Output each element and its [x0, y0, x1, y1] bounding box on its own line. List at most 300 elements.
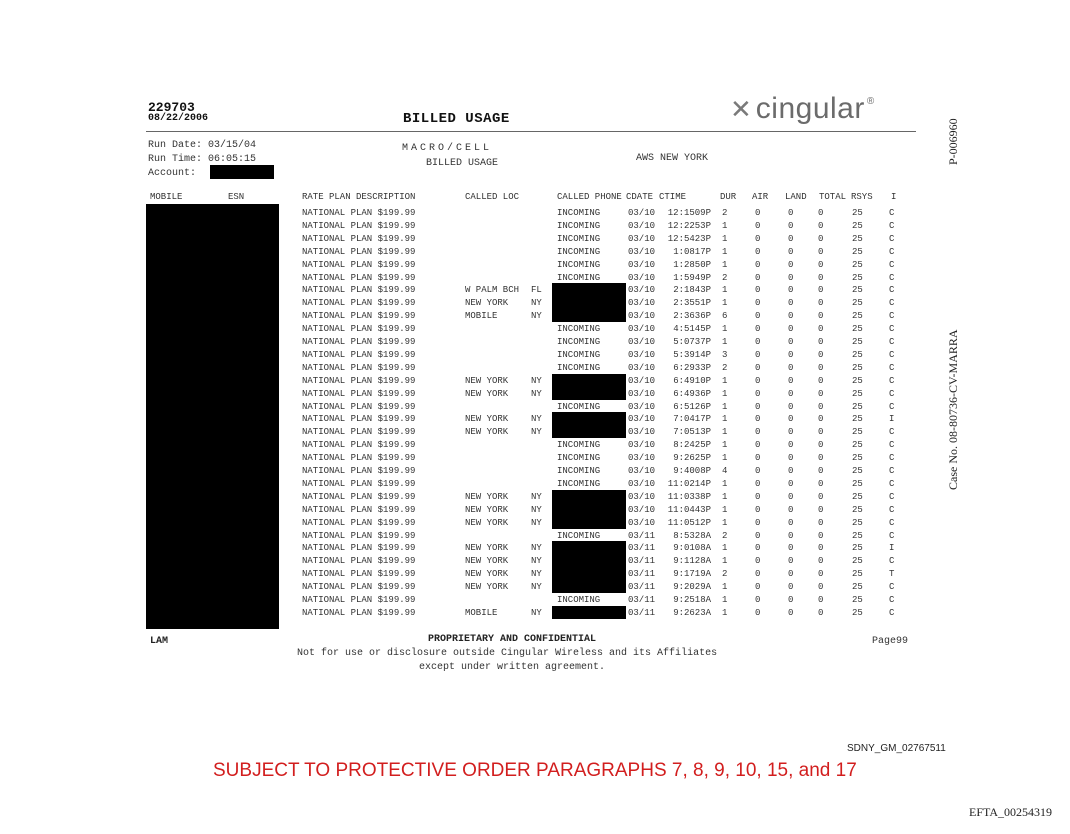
cell-called-phone: INCOMING — [557, 220, 601, 231]
cell-total: 0 — [818, 440, 824, 451]
cell-total: 0 — [818, 595, 824, 605]
cell-called-state: FL — [531, 285, 542, 296]
cell-ctime: 9:2518A — [673, 595, 711, 605]
cell-called-loc: NEW YORK — [465, 517, 509, 528]
cell-rate-plan: NATIONAL PLAN $199.99 — [302, 349, 416, 360]
cell-land: 0 — [788, 440, 794, 451]
cell-land: 0 — [788, 349, 794, 360]
cell-dur: 2 — [722, 362, 728, 373]
cell-cdate: 03/11 — [628, 543, 656, 554]
cell-rsys: 25 — [852, 607, 863, 618]
cell-total: 0 — [818, 582, 824, 593]
cell-ctime: 6:2933P — [673, 362, 711, 373]
cell-dur: 1 — [722, 543, 728, 554]
cell-total: 0 — [818, 478, 824, 489]
cell-cdate: 03/11 — [628, 569, 656, 580]
cell-i: C — [889, 453, 895, 464]
cell-rate-plan: NATIONAL PLAN $199.99 — [302, 453, 416, 464]
cell-land: 0 — [788, 324, 794, 335]
cell-rsys: 25 — [852, 427, 863, 438]
cell-land: 0 — [788, 466, 794, 476]
cell-rate-plan: NATIONAL PLAN $199.99 — [302, 607, 416, 618]
cell-called-state: NY — [531, 375, 542, 386]
cell-air: 0 — [755, 595, 761, 605]
cell-rate-plan: NATIONAL PLAN $199.99 — [302, 543, 416, 554]
cell-rsys: 25 — [852, 324, 863, 335]
col-header-rsys: RSYS — [851, 192, 873, 202]
called-phone-redaction — [552, 541, 626, 554]
cell-dur: 2 — [722, 208, 728, 218]
cell-air: 0 — [755, 607, 761, 618]
cell-land: 0 — [788, 246, 794, 257]
logo-wordmark: cingular — [755, 92, 865, 125]
cell-cdate: 03/11 — [628, 582, 656, 593]
account-label: Account: — [148, 168, 197, 179]
cell-ctime: 9:2029A — [673, 582, 711, 593]
cell-rate-plan: NATIONAL PLAN $199.99 — [302, 272, 416, 283]
cell-ctime: 1:0817P — [673, 246, 711, 257]
cell-cdate: 03/11 — [628, 556, 656, 567]
cell-called-state: NY — [531, 517, 542, 528]
cell-cdate: 03/10 — [628, 362, 656, 373]
cell-dur: 1 — [722, 233, 728, 244]
cell-ctime: 9:1719A — [673, 569, 711, 580]
cell-rate-plan: NATIONAL PLAN $199.99 — [302, 569, 416, 580]
trademark-icon: ® — [866, 96, 875, 107]
document-date: 08/22/2006 — [148, 113, 209, 124]
cell-i: C — [889, 504, 895, 515]
cell-total: 0 — [818, 285, 824, 296]
cell-rate-plan: NATIONAL PLAN $199.99 — [302, 491, 416, 502]
cell-rate-plan: NATIONAL PLAN $199.99 — [302, 324, 416, 335]
cell-land: 0 — [788, 427, 794, 438]
program-subtitle: BILLED USAGE — [426, 158, 499, 169]
cell-total: 0 — [818, 556, 824, 567]
cell-called-loc: NEW YORK — [465, 582, 509, 593]
cell-total: 0 — [818, 311, 824, 322]
cell-rate-plan: NATIONAL PLAN $199.99 — [302, 337, 416, 347]
cell-cdate: 03/10 — [628, 466, 656, 476]
cell-land: 0 — [788, 362, 794, 373]
cell-i: I — [889, 543, 895, 554]
called-phone-redaction — [552, 606, 626, 619]
page-title: BILLED USAGE — [403, 111, 510, 127]
cell-called-loc: MOBILE — [465, 311, 498, 322]
cell-land: 0 — [788, 285, 794, 296]
called-phone-redaction — [552, 490, 626, 503]
cell-rate-plan: NATIONAL PLAN $199.99 — [302, 517, 416, 528]
cell-rate-plan: NATIONAL PLAN $199.99 — [302, 414, 416, 425]
cell-total: 0 — [818, 466, 824, 476]
cell-air: 0 — [755, 285, 761, 296]
col-header-total: TOTAL — [819, 192, 847, 202]
cell-ctime: 8:2425P — [673, 440, 711, 451]
cell-land: 0 — [788, 491, 794, 502]
cell-ctime: 1:2850P — [673, 259, 711, 270]
cell-called-state: NY — [531, 543, 542, 554]
cell-land: 0 — [788, 311, 794, 322]
cell-ctime: 5:0737P — [673, 337, 711, 347]
cell-air: 0 — [755, 504, 761, 515]
cell-total: 0 — [818, 324, 824, 335]
cell-i: C — [889, 491, 895, 502]
cell-called-phone: INCOMING — [557, 362, 601, 373]
cell-i: C — [889, 208, 895, 218]
called-phone-redaction — [552, 387, 626, 400]
cell-called-loc: NEW YORK — [465, 298, 509, 309]
disclosure-notice-cont: except under written agreement. — [419, 662, 606, 673]
cell-land: 0 — [788, 272, 794, 283]
cell-ctime: 9:2625P — [673, 453, 711, 464]
protective-order-notice: SUBJECT TO PROTECTIVE ORDER PARAGRAPHS 7, 8, 9, 10, 15, and 17 — [213, 760, 857, 781]
cell-rsys: 25 — [852, 285, 863, 296]
cell-cdate: 03/10 — [628, 324, 656, 335]
cell-dur: 1 — [722, 388, 728, 399]
cell-cdate: 03/10 — [628, 298, 656, 309]
cell-dur: 1 — [722, 595, 728, 605]
cell-ctime: 7:0513P — [673, 427, 711, 438]
cell-called-phone: INCOMING — [557, 349, 601, 360]
cell-land: 0 — [788, 375, 794, 386]
cell-air: 0 — [755, 259, 761, 270]
region-name: AWS NEW YORK — [636, 153, 709, 164]
cell-rsys: 25 — [852, 491, 863, 502]
cell-land: 0 — [788, 517, 794, 528]
cell-dur: 1 — [722, 259, 728, 270]
cell-rate-plan: NATIONAL PLAN $199.99 — [302, 388, 416, 399]
cell-called-loc: NEW YORK — [465, 543, 509, 554]
cell-i: C — [889, 440, 895, 451]
cell-i: C — [889, 478, 895, 489]
cell-cdate: 03/10 — [628, 208, 656, 218]
cell-land: 0 — [788, 401, 794, 412]
run-date: Run Date: 03/15/04 — [148, 140, 257, 151]
cell-dur: 6 — [722, 311, 728, 322]
cell-rate-plan: NATIONAL PLAN $199.99 — [302, 220, 416, 231]
cell-ctime: 6:4910P — [673, 375, 711, 386]
cell-rsys: 25 — [852, 414, 863, 425]
cell-i: C — [889, 298, 895, 309]
cell-called-state: NY — [531, 556, 542, 567]
cell-air: 0 — [755, 362, 761, 373]
cell-called-phone: INCOMING — [557, 401, 601, 412]
cell-called-loc: NEW YORK — [465, 414, 509, 425]
cell-called-state: NY — [531, 504, 542, 515]
cell-air: 0 — [755, 311, 761, 322]
cell-dur: 2 — [722, 530, 728, 541]
cell-ctime: 2:1843P — [673, 285, 711, 296]
cell-air: 0 — [755, 298, 761, 309]
cell-ctime: 4:5145P — [673, 324, 711, 335]
cell-rate-plan: NATIONAL PLAN $199.99 — [302, 556, 416, 567]
cell-rsys: 25 — [852, 208, 863, 218]
cell-rsys: 25 — [852, 453, 863, 464]
cell-called-phone: INCOMING — [557, 272, 601, 283]
called-phone-redaction — [552, 296, 626, 309]
cell-called-loc: NEW YORK — [465, 504, 509, 515]
cell-rate-plan: NATIONAL PLAN $199.99 — [302, 504, 416, 515]
cell-land: 0 — [788, 220, 794, 231]
confidentiality-heading: PROPRIETARY AND CONFIDENTIAL — [428, 634, 597, 645]
cell-air: 0 — [755, 569, 761, 580]
cell-dur: 1 — [722, 491, 728, 502]
cell-air: 0 — [755, 556, 761, 567]
cell-rsys: 25 — [852, 362, 863, 373]
cell-called-state: NY — [531, 311, 542, 322]
cell-total: 0 — [818, 530, 824, 541]
cell-i: C — [889, 259, 895, 270]
cell-called-phone: INCOMING — [557, 466, 601, 476]
cell-dur: 1 — [722, 298, 728, 309]
cell-rate-plan: NATIONAL PLAN $199.99 — [302, 285, 416, 296]
col-header-esn: ESN — [228, 192, 245, 202]
cell-rate-plan: NATIONAL PLAN $199.99 — [302, 595, 416, 605]
cell-ctime: 6:4936P — [673, 388, 711, 399]
cell-dur: 1 — [722, 220, 728, 231]
cell-rsys: 25 — [852, 478, 863, 489]
cell-called-state: NY — [531, 388, 542, 399]
cell-i: C — [889, 556, 895, 567]
cell-cdate: 03/10 — [628, 337, 656, 347]
cell-called-phone: INCOMING — [557, 208, 601, 218]
cell-air: 0 — [755, 453, 761, 464]
cell-dur: 1 — [722, 414, 728, 425]
cell-land: 0 — [788, 582, 794, 593]
cell-called-phone: INCOMING — [557, 595, 601, 605]
cell-i: C — [889, 337, 895, 347]
cell-cdate: 03/10 — [628, 311, 656, 322]
cell-cdate: 03/11 — [628, 530, 656, 541]
cell-rsys: 25 — [852, 504, 863, 515]
cell-called-phone: INCOMING — [557, 324, 601, 335]
called-phone-redaction — [552, 309, 626, 322]
cell-total: 0 — [818, 362, 824, 373]
cell-called-state: NY — [531, 569, 542, 580]
cell-land: 0 — [788, 569, 794, 580]
cell-air: 0 — [755, 208, 761, 218]
called-phone-redaction — [552, 554, 626, 567]
cell-land: 0 — [788, 530, 794, 541]
cell-rate-plan: NATIONAL PLAN $199.99 — [302, 375, 416, 386]
cell-cdate: 03/10 — [628, 414, 656, 425]
cell-total: 0 — [818, 375, 824, 386]
called-phone-redaction — [552, 412, 626, 425]
cell-total: 0 — [818, 569, 824, 580]
cell-rsys: 25 — [852, 375, 863, 386]
cell-dur: 1 — [722, 375, 728, 386]
cell-called-phone: INCOMING — [557, 259, 601, 270]
cell-total: 0 — [818, 543, 824, 554]
cell-air: 0 — [755, 233, 761, 244]
cell-rsys: 25 — [852, 556, 863, 567]
cell-i: C — [889, 246, 895, 257]
cell-i: C — [889, 388, 895, 399]
cell-called-phone: INCOMING — [557, 530, 601, 541]
cell-land: 0 — [788, 607, 794, 618]
cell-called-loc: MOBILE — [465, 607, 498, 618]
cell-called-state: NY — [531, 607, 542, 618]
cell-ctime: 11:0214P — [667, 478, 711, 489]
cell-dur: 1 — [722, 337, 728, 347]
cell-air: 0 — [755, 466, 761, 476]
cell-air: 0 — [755, 375, 761, 386]
cell-cdate: 03/10 — [628, 388, 656, 399]
cell-dur: 1 — [722, 607, 728, 618]
cell-called-loc: NEW YORK — [465, 569, 509, 580]
cell-cdate: 03/10 — [628, 478, 656, 489]
called-phone-redaction — [552, 374, 626, 387]
page-number: Page99 — [872, 636, 909, 647]
cell-total: 0 — [818, 517, 824, 528]
cell-rate-plan: NATIONAL PLAN $199.99 — [302, 427, 416, 438]
col-header-cdate: CDATE — [626, 192, 654, 202]
cell-cdate: 03/10 — [628, 375, 656, 386]
col-header-called-loc: CALLED LOC — [465, 192, 520, 202]
cell-dur: 4 — [722, 466, 728, 476]
cell-land: 0 — [788, 543, 794, 554]
cell-rate-plan: NATIONAL PLAN $199.99 — [302, 478, 416, 489]
called-phone-redaction — [552, 516, 626, 529]
cell-rsys: 25 — [852, 543, 863, 554]
col-header-rate-plan: RATE PLAN DESCRIPTION — [302, 192, 416, 202]
cell-ctime: 12:2253P — [667, 220, 711, 231]
cell-rate-plan: NATIONAL PLAN $199.99 — [302, 298, 416, 309]
cell-ctime: 1:5949P — [673, 272, 711, 283]
cell-called-loc: NEW YORK — [465, 491, 509, 502]
cell-rsys: 25 — [852, 388, 863, 399]
cell-total: 0 — [818, 259, 824, 270]
cell-called-loc: NEW YORK — [465, 427, 509, 438]
footer-code: LAM — [150, 636, 169, 647]
cell-land: 0 — [788, 504, 794, 515]
document-id: 229703 — [148, 100, 195, 115]
cell-cdate: 03/10 — [628, 453, 656, 464]
col-header-called-phone: CALLED PHONE — [557, 192, 622, 202]
cell-called-phone: INCOMING — [557, 478, 601, 489]
cell-dur: 1 — [722, 504, 728, 515]
cell-cdate: 03/10 — [628, 259, 656, 270]
cell-ctime: 12:1509P — [667, 208, 711, 218]
cell-rsys: 25 — [852, 530, 863, 541]
cell-dur: 2 — [722, 272, 728, 283]
cell-called-loc: NEW YORK — [465, 556, 509, 567]
cell-i: C — [889, 517, 895, 528]
cell-i: T — [889, 569, 895, 580]
cell-air: 0 — [755, 440, 761, 451]
cell-ctime: 9:1128A — [673, 556, 711, 567]
header-divider — [146, 131, 916, 132]
cell-rsys: 25 — [852, 337, 863, 347]
cell-cdate: 03/10 — [628, 220, 656, 231]
cell-total: 0 — [818, 337, 824, 347]
cell-ctime: 5:3914P — [673, 349, 711, 360]
cell-rsys: 25 — [852, 517, 863, 528]
cell-rsys: 25 — [852, 440, 863, 451]
cell-rsys: 25 — [852, 401, 863, 412]
cell-air: 0 — [755, 388, 761, 399]
cell-rsys: 25 — [852, 349, 863, 360]
cell-called-loc: NEW YORK — [465, 375, 509, 386]
cell-air: 0 — [755, 530, 761, 541]
cell-land: 0 — [788, 414, 794, 425]
cell-land: 0 — [788, 298, 794, 309]
cell-total: 0 — [818, 504, 824, 515]
cell-air: 0 — [755, 414, 761, 425]
cell-cdate: 03/10 — [628, 517, 656, 528]
cell-cdate: 03/10 — [628, 504, 656, 515]
mobile-esn-redaction — [146, 204, 279, 629]
cell-dur: 1 — [722, 427, 728, 438]
cell-total: 0 — [818, 414, 824, 425]
cell-air: 0 — [755, 337, 761, 347]
cell-cdate: 03/10 — [628, 440, 656, 451]
cell-cdate: 03/10 — [628, 246, 656, 257]
cell-rate-plan: NATIONAL PLAN $199.99 — [302, 311, 416, 322]
called-phone-redaction — [552, 283, 626, 296]
cell-rsys: 25 — [852, 466, 863, 476]
cell-air: 0 — [755, 272, 761, 283]
cell-i: C — [889, 349, 895, 360]
cell-cdate: 03/10 — [628, 427, 656, 438]
cell-rate-plan: NATIONAL PLAN $199.99 — [302, 401, 416, 412]
cell-rsys: 25 — [852, 246, 863, 257]
cell-dur: 1 — [722, 401, 728, 412]
cell-called-phone: INCOMING — [557, 337, 601, 347]
program-name: MACRO/CELL — [402, 143, 493, 154]
run-time: Run Time: 06:05:15 — [148, 154, 257, 165]
cell-ctime: 8:5328A — [673, 530, 711, 541]
cell-rsys: 25 — [852, 595, 863, 605]
cell-land: 0 — [788, 595, 794, 605]
cell-dur: 1 — [722, 453, 728, 464]
efta-bates: EFTA_00254319 — [969, 805, 1053, 819]
cell-cdate: 03/10 — [628, 401, 656, 412]
cell-rate-plan: NATIONAL PLAN $199.99 — [302, 530, 416, 541]
cell-called-state: NY — [531, 414, 542, 425]
cell-total: 0 — [818, 491, 824, 502]
cell-rsys: 25 — [852, 233, 863, 244]
cell-rate-plan: NATIONAL PLAN $199.99 — [302, 582, 416, 593]
account-redaction — [210, 165, 274, 179]
cell-air: 0 — [755, 220, 761, 231]
cell-rsys: 25 — [852, 569, 863, 580]
cell-rsys: 25 — [852, 220, 863, 231]
case-number: Case No. 08-80736-CV-MARRA — [946, 329, 960, 490]
bates-page-number: P-006960 — [946, 118, 960, 165]
cell-i: C — [889, 311, 895, 322]
cell-cdate: 03/10 — [628, 233, 656, 244]
cell-called-state: NY — [531, 582, 542, 593]
cell-ctime: 9:0108A — [673, 543, 711, 554]
cell-total: 0 — [818, 233, 824, 244]
cell-called-state: NY — [531, 491, 542, 502]
cell-called-phone: INCOMING — [557, 246, 601, 257]
cell-air: 0 — [755, 543, 761, 554]
cell-rsys: 25 — [852, 272, 863, 283]
cell-i: C — [889, 220, 895, 231]
cell-i: C — [889, 582, 895, 593]
cell-rate-plan: NATIONAL PLAN $199.99 — [302, 259, 416, 270]
cell-i: C — [889, 324, 895, 335]
cell-cdate: 03/10 — [628, 272, 656, 283]
called-phone-redaction — [552, 425, 626, 438]
cell-air: 0 — [755, 324, 761, 335]
cell-i: C — [889, 285, 895, 296]
cell-i: C — [889, 375, 895, 386]
cell-air: 0 — [755, 427, 761, 438]
cell-dur: 1 — [722, 246, 728, 257]
called-phone-redaction — [552, 503, 626, 516]
